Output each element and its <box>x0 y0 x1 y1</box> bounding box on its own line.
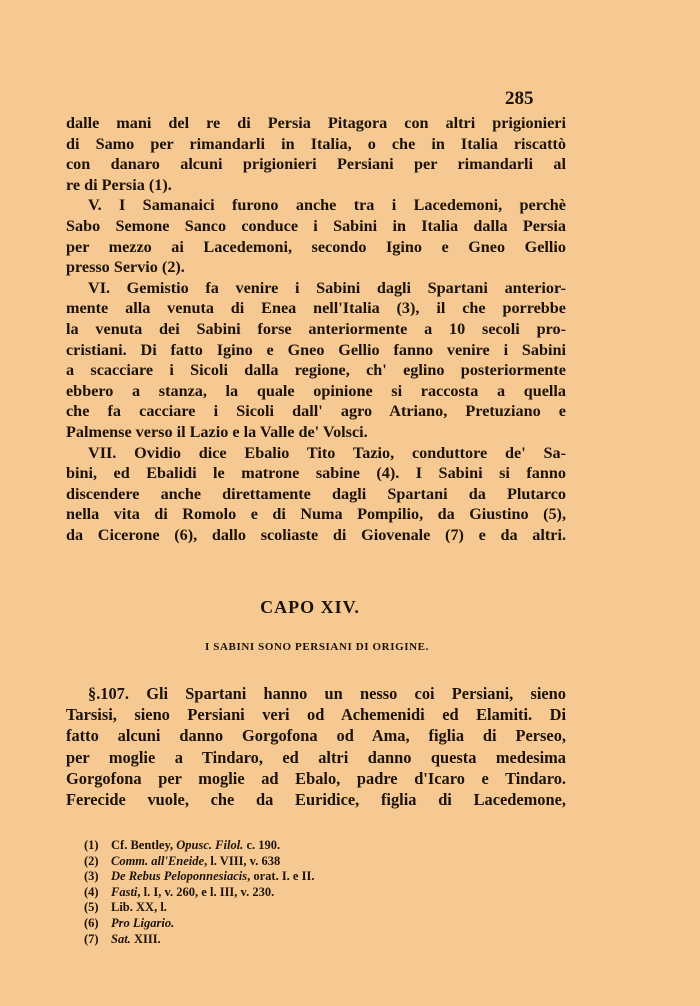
footnote-text: , l. I, v. 260, e l. III, v. 230. <box>137 884 275 899</box>
footnote-title: Fasti <box>111 884 138 899</box>
text-line: cristiani. Di fatto Igino e Gneo Gellio fanno venire i Sabini <box>66 340 566 359</box>
text-line: bini, ed Ebalidi le matrone sabine (4). I Sabini si fanno <box>66 464 566 483</box>
text-line: mente alla venuta di Enea nell'Italia (3), il che porrebbe <box>66 299 566 318</box>
chapter-subtitle: I SABINI SONO PERSIANI DI ORIGINE. <box>205 641 429 653</box>
footnote <box>84 838 314 854</box>
text-line: Tarsisi, sieno Persiani veri od Achemenidi ed Elamiti. Di <box>66 705 566 725</box>
text-line: §.107. Gli Spartani hanno un nesso coi Persiani, sieno <box>88 684 566 703</box>
footnote-title: Sat. <box>111 931 131 946</box>
text-line: VI. Gemistio fa venire i Sabini dagli Spartani anterior- <box>88 278 566 297</box>
footnote-text: , l. VIII, v. 638 <box>204 853 281 868</box>
text-line: presso Servio (2). <box>66 258 185 277</box>
text-line: a scacciare i Sicoli dalla regione, ch' eglino posteriormente <box>66 361 566 380</box>
text-line: che fa cacciare i Sicoli dall' agro Atriano, Pretuziano e <box>66 402 566 421</box>
page-number: 285 <box>505 88 534 109</box>
text-line: da Cicerone (6), dallo scoliaste di Giovenale (7) e da altri. <box>66 525 566 544</box>
footnote-number: (7) <box>84 931 99 946</box>
footnote <box>84 869 314 885</box>
text-line: di Samo per rimandarli in Italia, o che in Italia riscattò <box>66 134 566 153</box>
footnote-text: c. 190. <box>243 838 281 852</box>
text-line: Sabo Semone Sanco conduce i Sabini in Italia dalla Persia <box>66 216 566 235</box>
footnote-text: , orat. I. e II. <box>247 869 315 884</box>
section-paragraph <box>66 683 566 810</box>
footnote-number: (5) <box>84 900 99 915</box>
footnote-number: (4) <box>84 884 99 899</box>
footnote-number: (1) <box>84 838 99 852</box>
text-line: con danaro alcuni prigionieri Persiani per rimandarli al <box>66 155 566 174</box>
footnotes <box>84 838 314 947</box>
text-line: ebbero a stanza, la quale opinione si raccosta a quella <box>66 381 566 400</box>
footnote-text: Lib. XX, l. <box>111 900 167 915</box>
footnote-text: XIII. <box>130 931 161 946</box>
text-line: la venuta dei Sabini forse anteriormente a 10 secoli pro- <box>66 319 566 338</box>
text-line: VII. Ovidio dice Ebalio Tito Tazio, conduttore de' Sa- <box>88 443 566 462</box>
text-line: Ferecide vuole, che da Euridice, figlia di Lacedemone, <box>66 790 566 810</box>
text-line: V. I Samanaici furono anche tra i Lacedemoni, perchè <box>88 196 566 215</box>
text-line: Gorgofona per moglie ad Ebalo, padre d'Icaro e Tindaro. <box>66 768 566 788</box>
footnote-number: (3) <box>84 869 99 884</box>
footnote-number: (6) <box>84 915 99 930</box>
footnote-text: Cf. Bentley, <box>111 838 177 852</box>
body-paragraphs <box>66 113 566 545</box>
footnote <box>84 900 314 916</box>
footnote <box>84 885 314 901</box>
footnote-number: (2) <box>84 853 99 868</box>
text-line: Palmense verso il Lazio e la Valle de' Volsci. <box>66 422 368 441</box>
text-line: per moglie a Tindaro, ed altri danno questa medesima <box>66 747 566 767</box>
footnote <box>84 854 314 870</box>
text-line: discendere anche direttamente dagli Spartani da Plutarco <box>66 484 566 503</box>
text-line: fatto alcuni danno Gorgofona od Ama, figlia di Perseo, <box>66 726 566 746</box>
text-line: re di Persia (1). <box>66 175 172 194</box>
text-line: dalle mani del re di Persia Pitagora con altri prigionieri <box>66 114 566 132</box>
text-line: nella vita di Romolo e di Numa Pompilio, da Giustino (5), <box>66 505 566 524</box>
footnote <box>84 932 314 948</box>
footnote-title: Pro Ligario. <box>111 915 175 930</box>
text-line: per mezzo ai Lacedemoni, secondo Igino e Gneo Gellio <box>66 237 566 256</box>
footnote-title: Comm. all'Eneide <box>111 853 205 868</box>
footnote <box>84 916 314 932</box>
chapter-title: CAPO XIV. <box>260 597 360 617</box>
footnote-title: Opusc. Filol. <box>176 838 244 852</box>
footnote-title: De Rebus Peloponnesiacis <box>111 869 248 884</box>
